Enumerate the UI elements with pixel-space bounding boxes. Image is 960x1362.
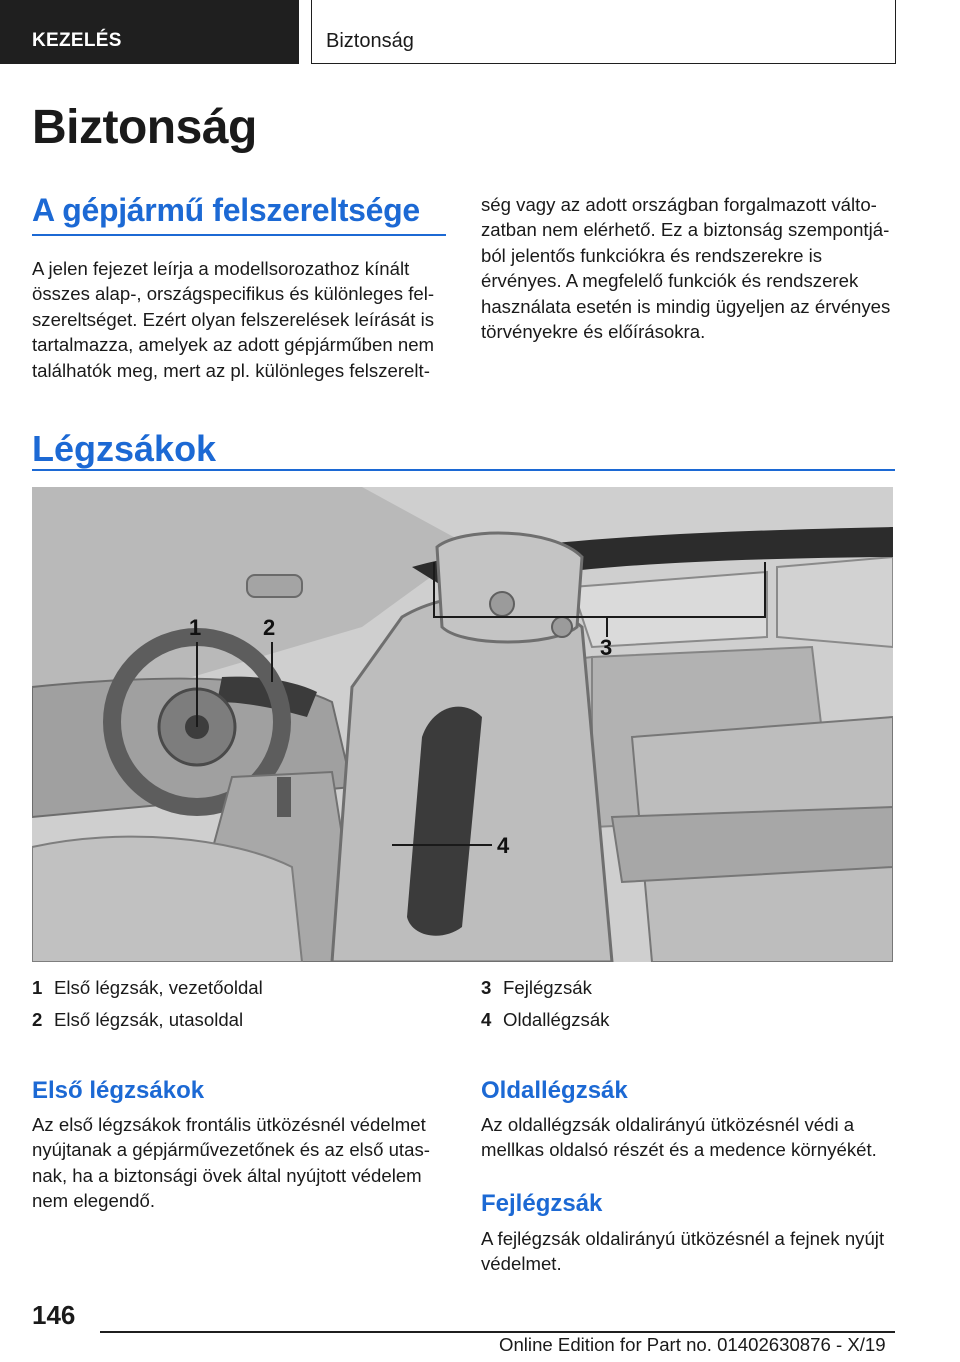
equipment-text-col1: A jelen fejezet leírja a modellsorozathoz kínált összes alap-, országspecifikus és különleges fel-szereltséget. Ezért olyan felszerelések leírását is tartalmazza, amelyek az adott gépjárműben nem találhatók meg, mert az pl. különleges felszerelt-: [32, 258, 435, 381]
heading-side-airbag: Oldallégzsák: [481, 1077, 628, 1104]
section-heading-equipment: A gépjármű felszereltsége: [32, 192, 420, 228]
legend-number: 2: [32, 1009, 43, 1030]
section-tab: Biztonság: [311, 0, 896, 64]
head-airbag-text: A fejlégzsák oldalirányú ütközésnél a fejnek nyújt védelmet.: [481, 1228, 885, 1275]
legend-text: Oldallégzsák: [503, 1009, 610, 1030]
side-airbag-text: Az oldallégzsák oldalirányú ütközésnél védi a mellkas oldalsó részét és a medence környékét.: [481, 1114, 877, 1161]
front-airbags-text: Az első légzsákok frontális ütközésnél védelmet nyújtanak a gépjárművezetőnek és az első utas-nak, ha a biztonsági övek által nyújtott védelem nem elegendő.: [32, 1114, 430, 1212]
callout-4: 4: [497, 833, 510, 858]
heading-rule-airbags: [32, 469, 895, 471]
legend-item-3: [481, 977, 592, 999]
heading-head-airbag: Fejlégzsák: [481, 1190, 603, 1217]
page-title: Biztonság: [32, 101, 257, 154]
legend-text: Fejlégzsák: [503, 977, 592, 998]
legend-text: Első légzsák, vezetőoldal: [54, 977, 263, 998]
equipment-text-col2: ség vagy az adott országban forgalmazott válto-zatban nem elérhető. Ez a biztonság szempontjá-ból jelentős funkciókra és rendszerekre is érvényes. A megfelelő funkciók és rendszerek használata esetén is mindig ügyeljen az érvényes törvényekre és előírásokra.: [481, 194, 891, 343]
page-number: 146: [32, 1300, 76, 1330]
heading-rule: [32, 234, 446, 236]
legend-item-2: [32, 1009, 243, 1031]
legend-number: 1: [32, 977, 43, 998]
chapter-tab: KEZELÉS: [0, 0, 299, 64]
footer-edition: Online Edition for Part no. 01402630876 - X/19: [499, 1334, 886, 1355]
heading-front-airbags: Első légzsákok: [32, 1077, 205, 1104]
footer-rule: [100, 1331, 895, 1333]
callout-3: 3: [600, 635, 613, 660]
legend-item-1: [32, 977, 263, 999]
section-heading-airbags: Légzsákok: [32, 428, 217, 469]
legend-item-4: [481, 1009, 609, 1031]
legend-number: 4: [481, 1009, 492, 1030]
callout-2: 2: [263, 615, 276, 640]
airbag-illustration: [32, 487, 893, 962]
callout-1: 1: [189, 615, 202, 640]
legend-number: 3: [481, 977, 492, 998]
legend-text: Első légzsák, utasoldal: [54, 1009, 244, 1030]
